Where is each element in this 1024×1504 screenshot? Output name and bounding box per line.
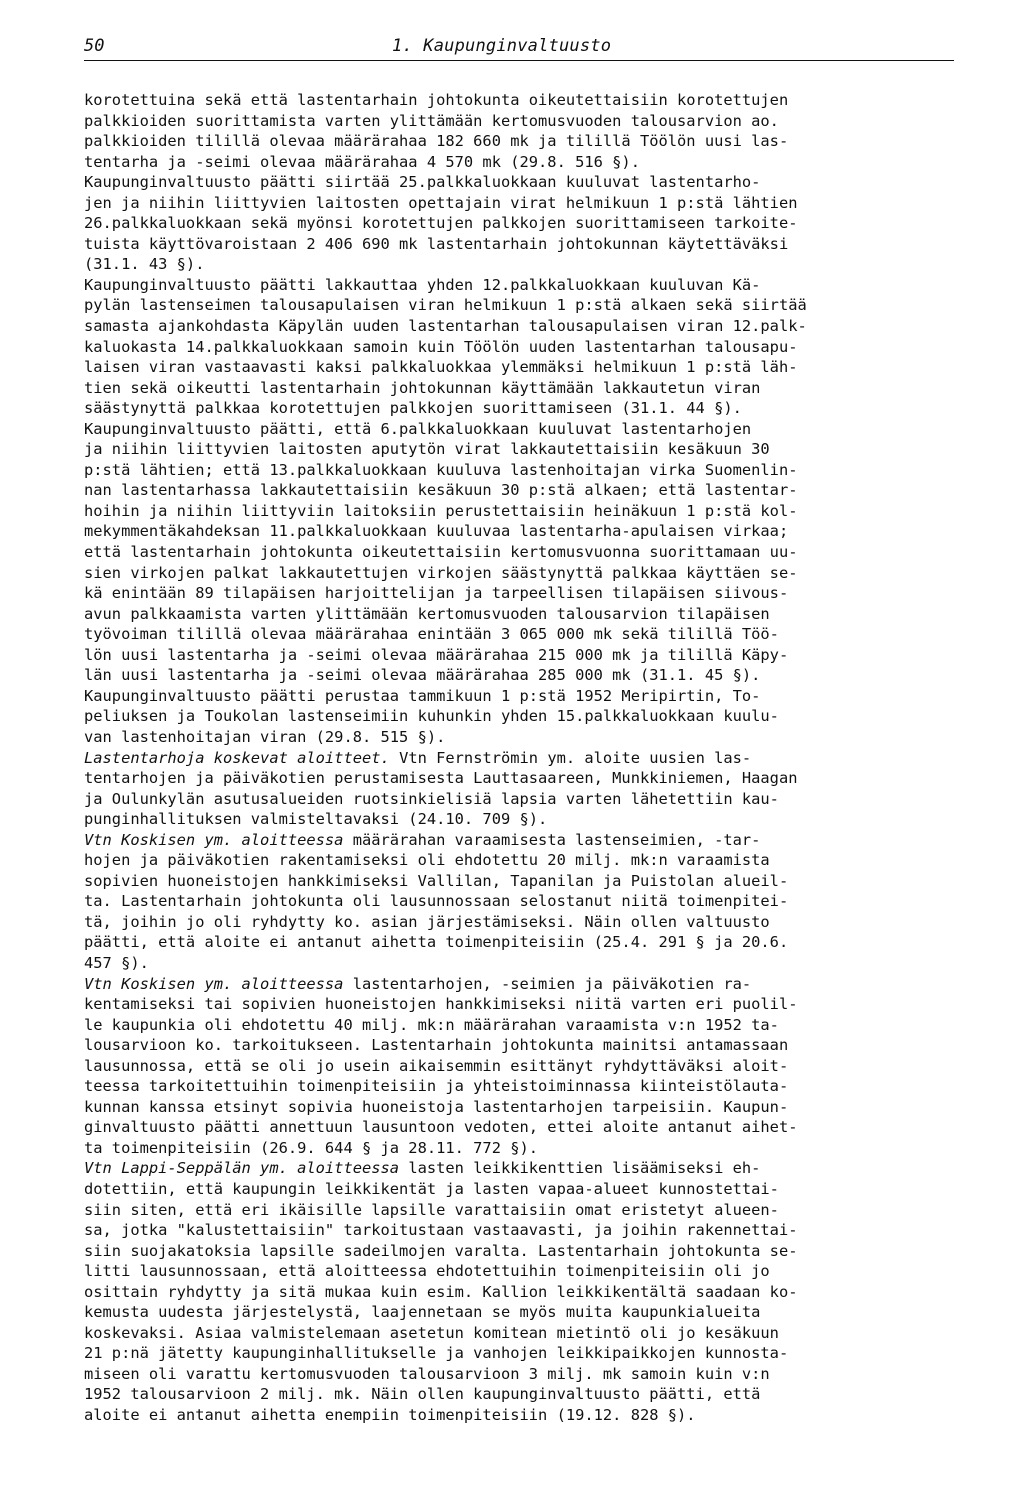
text-line: että lastentarhain johtokunta oikeutettaisiin kertomusvuonna suorittamaan uu- (84, 543, 798, 562)
text-line: kunnan kanssa etsinyt sopivia huoneistoja lastentarhojen tarpeisiin. Kaupun- (84, 1097, 789, 1116)
text-line-rest: määrärahan varaamisesta lastenseimien, -tar- (352, 830, 761, 849)
text-line: lausunnossa, että se oli jo usein aikaisemmin esittänyt ryhdyttäväksi aloit- (84, 1056, 789, 1075)
text-line: peliuksen ja Toukolan lastenseimiin kuhunkin yhden 15.palkkaluokkaan kuulu- (84, 707, 779, 726)
text-line: ja niihin liittyvien laitosten aputytön virat lakkautettaisiin kesäkuun 30 (84, 440, 770, 459)
text-line: hoihin ja niihin liittyviin laitoksiin perustettaisiin heinäkuun 1 p:stä kol- (84, 501, 798, 520)
running-head: 1. Kaupunginvaltuusto (392, 36, 612, 56)
text-line: kemusta uudesta järjestelystä, laajennetaan se myös muita kaupunkialueita (84, 1303, 761, 1322)
text-line: pylän lastenseimen talousapulaisen viran helmikuun 1 p:stä alkaen sekä siirtää (84, 296, 807, 315)
text-line-rest: lastentarhojen, -seimien ja päiväkotien ra- (352, 974, 752, 993)
text-line: kaluokasta 14.palkkaluokkaan samoin kuin Töölön uuden lastentarhan talousapu- (84, 337, 798, 356)
text-line: päätti, että aloite ei antanut aihetta toimenpiteisiin (25.4. 291 § ja 20.6. (84, 933, 789, 952)
text-line: tentarha ja -seimi olevaa määrärahaa 4 570 mk (29.8. 516 §). (84, 152, 640, 171)
text-line: jen ja niihin liittyvien laitosten opettajain virat helmikuun 1 p:stä lähtien (84, 193, 798, 212)
text-line: sopivien huoneistojen hankkimiseksi Vallilan, Tapanilan ja Puistolan alueil- (84, 871, 789, 890)
initiative-heading: Vtn Koskisen ym. aloitteessa (84, 830, 344, 849)
text-line (84, 830, 964, 851)
initiative-heading: Vtn Lappi-Seppälän ym. aloitteessa (84, 1159, 400, 1178)
text-line: ja Oulunkylän asutusalueiden ruotsinkielisiä lapsia varten lähetettiin kau- (84, 789, 779, 808)
text-line: van lastenhoitajan viran (29.8. 515 §). (84, 727, 446, 746)
text-line: 26.palkkaluokkaan sekä myönsi korotettujen palkkojen suorittamiseen tarkoite- (84, 214, 798, 233)
text-line: litti lausunnossaan, että aloitteessa ehdotettuihin toimenpiteisiin oli jo (84, 1262, 770, 1281)
initiative-heading: Vtn Koskisen ym. aloitteessa (84, 974, 344, 993)
text-line: miseen oli varattu kertomusvuoden talousarvioon 3 milj. mk samoin kuin v:n (84, 1364, 770, 1383)
body-text (84, 90, 964, 1426)
text-line: avun palkkaamista varten ylittämään kertomusvuoden talousarvion tilapäisen (84, 604, 770, 623)
text-line: tuista käyttövaroistaan 2 406 690 mk lastentarhain johtokunnan käytettäväksi (84, 234, 789, 253)
page-number: 50 (84, 36, 105, 56)
text-line: siin suojakatoksia lapsille sadeilmojen varalta. Lastentarhain johtokunta se- (84, 1241, 798, 1260)
text-line: palkkioiden tilillä olevaa määrärahaa 182 660 mk ja tilillä Töölön uusi las- (84, 132, 789, 151)
text-line: le kaupunkia oli ehdotettu 40 milj. mk:n määrärahan varaamista v:n 1952 ta- (84, 1015, 779, 1034)
text-line: teessa tarkoitettuihin toimenpiteisiin ja yhteistoiminnassa kiinteistölauta- (84, 1077, 789, 1096)
text-line: Kaupunginvaltuusto päätti, että 6.palkkaluokkaan kuuluvat lastentarhojen (84, 419, 752, 438)
text-line-rest: lasten leikkikenttien lisäämiseksi eh- (408, 1159, 761, 1178)
text-line: koskevaksi. Asiaa valmistelemaan asetetun komitean mietintö oli jo kesäkuun (84, 1323, 779, 1342)
text-line: ta. Lastentarhain johtokunta oli lausunnossaan selostanut niitä toimenpitei- (84, 892, 789, 911)
text-line: kentamiseksi tai sopivien huoneistojen hankkimiseksi niitä varten eri puolil- (84, 995, 798, 1014)
section-heading: Lastentarhoja koskevat aloitteet. (84, 748, 390, 767)
text-line: aloite ei antanut aihetta enempiin toimenpiteisiin (19.12. 828 §). (84, 1406, 696, 1424)
text-line: Kaupunginvaltuusto päätti perustaa tammikuun 1 p:stä 1952 Meripirtin, To- (84, 686, 761, 705)
text-line: p:stä lähtien; että 13.palkkaluokkaan kuuluva lastenhoitajan virka Suomenlin- (84, 460, 798, 479)
text-line: tentarhojen ja päiväkotien perustamisesta Lauttasaareen, Munkkiniemen, Haagan (84, 769, 798, 788)
text-line: kä enintään 89 tilapäisen harjoittelijan ja tarpeellisen tilapäisen siivous- (84, 584, 789, 603)
text-line: laisen viran vastaavasti kaksi palkkaluokkaa ylemmäksi helmikuun 1 p:stä läh- (84, 358, 798, 377)
text-line: 1952 talousarvioon 2 milj. mk. Näin ollen kaupunginvaltuusto päätti, että (84, 1385, 761, 1404)
text-line: dotettiin, että kaupungin leikkikentät ja lasten vapaa-alueet kunnostettai- (84, 1179, 779, 1198)
text-line: mekymmentäkahdeksan 11.palkkaluokkaan kuuluvaa lastentarha-apulaisen virkaa; (84, 522, 789, 541)
text-line: län uusi lastentarha ja -seimi olevaa määrärahaa 285 000 mk (31.1. 45 §). (84, 666, 761, 685)
text-line: samasta ajankohdasta Käpylän uuden lastentarhan talousapulaisen viran 12.palk- (84, 317, 807, 336)
text-line-rest: Vtn Fernströmin ym. aloite uusien las- (399, 748, 752, 767)
text-line: palkkioiden suorittamista varten ylittämään kertomusvuoden talousarvion ao. (84, 111, 779, 130)
text-line (84, 748, 964, 769)
text-line: työvoiman tilillä olevaa määrärahaa enintään 3 065 000 mk sekä tilillä Töö- (84, 625, 779, 644)
text-line: korotettuina sekä että lastentarhain johtokunta oikeutettaisiin korotettujen (84, 91, 789, 109)
text-line: 457 §). (84, 953, 149, 972)
text-line: 21 p:nä jätetty kaupunginhallitukselle ja vanhojen leikkipaikkojen kunnosta- (84, 1344, 789, 1363)
text-line: tien sekä oikeutti lastentarhain johtokunnan käyttämään lakkautetun viran (84, 378, 761, 397)
text-line: säästynyttä palkkaa korotettujen palkkojen suorittamiseen (31.1. 44 §). (84, 399, 742, 418)
text-line: osittain ryhdytty ja sitä mukaa kuin esim. Kallion leikkikentältä saadaan ko- (84, 1282, 798, 1301)
text-line: ginvaltuusto päätti annettuun lausuntoon vedoten, ettei aloite antanut aihet- (84, 1118, 798, 1137)
text-line: lousarvioon ko. tarkoitukseen. Lastentarhain johtokunta mainitsi antamassaan (84, 1036, 789, 1055)
text-line (84, 974, 964, 995)
text-line: Kaupunginvaltuusto päätti siirtää 25.palkkaluokkaan kuuluvat lastentarho- (84, 173, 761, 192)
text-line: punginhallituksen valmisteltavaksi (24.10. 709 §). (84, 810, 548, 829)
text-line: sien virkojen palkat lakkautettujen virkojen säästynyttä palkkaa käyttäen se- (84, 563, 798, 582)
text-line: sa, jotka "kalustettaisiin" tarkoitustaan vastaavasti, ja joihin rakennettai- (84, 1221, 798, 1240)
text-line: Kaupunginvaltuusto päätti lakkauttaa yhden 12.palkkaluokkaan kuuluvan Kä- (84, 275, 761, 294)
text-line: ta toimenpiteisiin (26.9. 644 § ja 28.11. 772 §). (84, 1138, 539, 1157)
text-line: siin siten, että eri ikäisille lapsille varattaisiin omat eristetyt alueen- (84, 1200, 779, 1219)
text-line: nan lastentarhassa lakkautettaisiin kesäkuun 30 p:stä alkaen; että lastentar- (84, 481, 798, 500)
page-header (84, 36, 954, 61)
text-line: hojen ja päiväkotien rakentamiseksi oli ehdotettu 20 milj. mk:n varaamista (84, 851, 770, 870)
text-line: lön uusi lastentarha ja -seimi olevaa määrärahaa 215 000 mk ja tilillä Käpy- (84, 645, 789, 664)
text-line: (31.1. 43 §). (84, 255, 205, 274)
text-line (84, 1158, 964, 1179)
text-line: tä, joihin jo oli ryhdytty ko. asian järjestämiseksi. Näin ollen valtuusto (84, 912, 770, 931)
